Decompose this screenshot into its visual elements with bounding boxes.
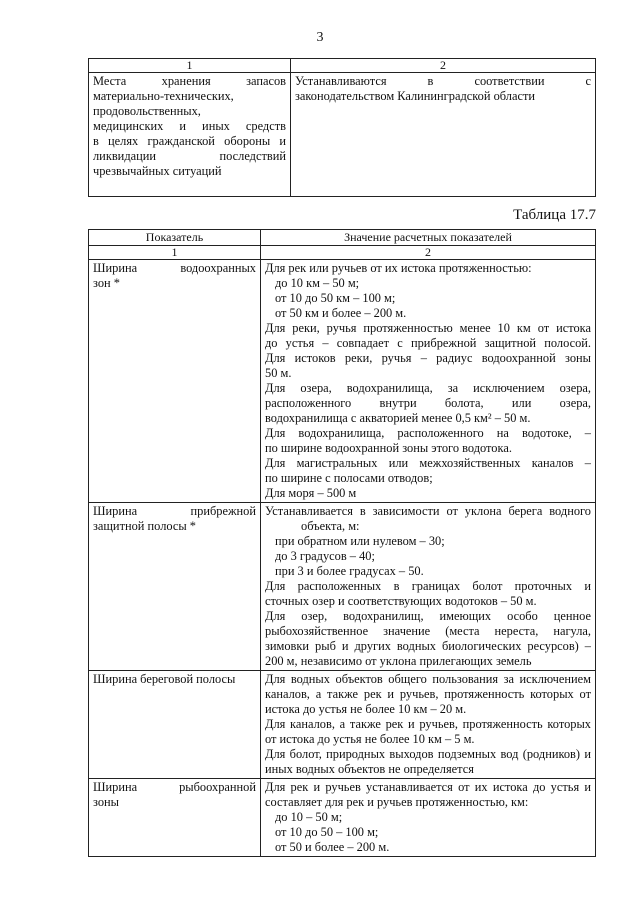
text-line: рыбохозяйственное значение (места нереста, нагула, [265,624,591,638]
text-line: Места хранения запасов [93,74,286,88]
text-line: Для водных объектов общего пользования за исключением [265,672,591,686]
text-line: Ширина береговой полосы [93,672,236,686]
text-line: медицинских и иных средств [93,119,286,133]
table-row [89,73,596,197]
text-line: материально-технических, [93,89,234,103]
text-line: Для озера, водохранилища, за исключением озера, [265,381,591,395]
header-value: Значение расчетных показателей [261,230,596,246]
text-line: сточных озер и соответствующих водотоков – 50 м. [265,594,537,608]
text-line: расположенного внутри болота, или озера, [265,396,591,410]
text-line: по ширине с полосами отводов; [265,471,433,485]
table-row [89,503,596,671]
text-line: по ширине водоохранной зоны этого водотока. [265,441,512,455]
table-row [89,671,596,779]
text-line: от истока до устья не более 10 км – 5 м. [265,732,475,746]
text-line: Для моря – 500 м [265,486,357,500]
table-label: Таблица 17.7 [513,207,596,223]
text-line: до 10 км – 50 м; [275,276,360,290]
text-line: составляет для рек и ручьев протяженностью, км: [265,795,529,809]
text-line: защитной полосы * [93,519,197,533]
text-line: от 10 до 50 км – 100 м; [275,291,396,305]
text-line: при обратном или нулевом – 30; [275,534,445,548]
value-cell [261,260,596,503]
text-line: Ширина рыбоохранной [93,780,256,794]
value-cell [261,779,596,857]
text-line: каналов, а также рек и ручьев, протяженность которых от [265,687,591,701]
column-number: 1 [89,59,291,73]
text-line: продовольственных, [93,104,201,118]
continuation-table [88,58,596,197]
text-line: Для озер, водохранилищ, имеющих особо ценное [265,609,591,623]
column-number-row [89,246,596,260]
page-number: 3 [316,30,324,45]
text-line: 200 м, независимо от уклона прилегающих земель [265,654,532,668]
column-number: 2 [291,59,596,73]
text-line: чрезвычайных ситуаций [93,164,222,178]
indicator-cell [89,73,291,197]
text-line: от 50 км и более – 200 м. [275,306,407,320]
indicator-cell [89,671,261,779]
text-line: зон * [93,276,120,290]
text-line: от 10 до 50 – 100 м; [275,825,379,839]
text-line: Для реки, ручья протяженностью менее 10 км от истока [265,321,591,335]
text-line: законодательством Калининградской области [295,89,535,103]
column-number: 1 [89,246,261,260]
text-line: зоны [93,795,119,809]
text-line: Для рек и ручьев устанавливается от их истока до устья и [265,780,591,794]
indicator-cell [89,779,261,857]
text-line: до устья – совпадает с прибрежной защитной полосой. [265,336,591,350]
text-line: при 3 и более градусах – 50. [275,564,424,578]
text-line: Для расположенных в границах болот проточных и [265,579,591,593]
table-row [89,779,596,857]
header-indicator: Показатель [89,230,261,246]
table-row [89,260,596,503]
value-cell [261,671,596,779]
text-line: иных водных объектов не определяется [265,762,474,776]
text-line: до 10 – 50 м; [275,810,343,824]
indicators-table [88,229,596,857]
text-line: в целях гражданской обороны и [93,134,286,148]
header-row [89,230,596,246]
text-line: от 50 и более – 200 м. [275,840,390,854]
text-line: Для водохранилища, расположенного на водотоке, – [265,426,591,440]
text-line: Устанавливается в зависимости от уклона берега водного [265,504,591,518]
text-line: ликвидации последствий [93,149,286,163]
text-line: до 3 градусов – 40; [275,549,375,563]
value-cell [261,503,596,671]
text-line: Устанавливаются в соответствии с [295,74,591,88]
text-line: Для истоков реки, ручья – радиус водоохранной зоны [265,351,591,365]
value-cell [291,73,596,197]
text-line: истока до устья не более 10 км – 20 м. [265,702,467,716]
text-line: Для рек или ручьев от их истока протяженностью: [265,261,532,275]
text-line: Для болот, природных выходов подземных вод (родников) и [265,747,591,761]
text-line: объекта, м: [301,519,360,533]
indicator-cell [89,260,261,503]
text-line: водохранилища с акваторией менее 0,5 км² – 50 м. [265,411,531,425]
column-number: 2 [261,246,596,260]
indicator-cell [89,503,261,671]
text-line: Ширина водоохранных [93,261,256,275]
text-line: Для каналов, а также рек и ручьев, протяженность которых [265,717,591,731]
text-line: зимовки рыб и других водных биологических ресурсов) – [265,639,591,653]
column-number-row [89,59,596,73]
text-line: Ширина прибрежной [93,504,256,518]
text-line: 50 м. [265,366,292,380]
text-line: Для магистральных или межхозяйственных каналов – [265,456,591,470]
